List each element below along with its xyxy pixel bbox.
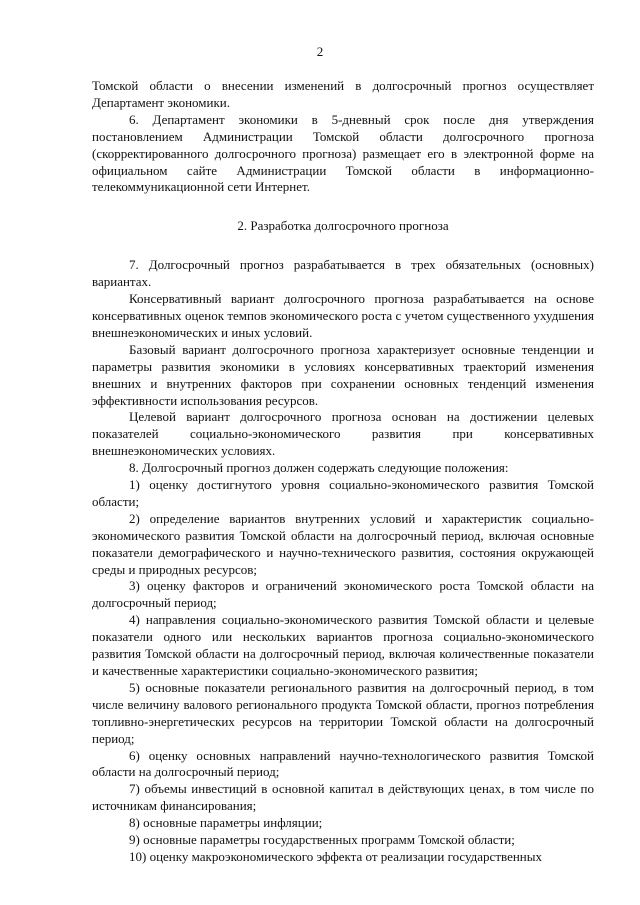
page-number: 2: [316, 44, 324, 59]
paragraph-conservative-variant: Консервативный вариант долгосрочного прогноза разрабатывается на основе консервативных оценок темпов экономического роста с учетом существенного ухудшения внешнеэкономических и иных условий.: [92, 291, 594, 340]
paragraph-continuation: Томской области о внесении изменений в долгосрочный прогноз осуществляет Департамент экономики.: [92, 78, 594, 110]
paragraph-target-variant: Целевой вариант долгосрочного прогноза основан на достижении целевых показателей социально-экономического развития при консервативных внешнеэкономических условиях.: [92, 409, 594, 459]
list-item-2: 2) определение вариантов внутренних условий и характеристик социально-экономического развития Томской области на долгосрочный период, включая основные показатели демографического и научно-технического развития, состояния окружающей среды и природных ресурсов;: [92, 510, 594, 577]
list-item-1: 1) оценку достигнутого уровня социально-экономического развития Томской области;: [92, 477, 594, 509]
paragraph-base-variant: Базовый вариант долгосрочного прогноза характеризует основные тенденции и параметры развития экономики в условиях консервативных траекторий изменения внешних и внутренних факторов при сохранении основных тенденций изменения эффективности использования ресурсов.: [92, 341, 594, 408]
paragraph-item-6: 6. Департамент экономики в 5-дневный срок после дня утверждения постановлением Администрации Томской области долгосрочного прогноза (скорректированного долгосрочного прогноза) размещает его в электронной форме на официальном сайте Администрации Томской области в информационно-телекоммуникационной сети Интернет.: [92, 111, 594, 195]
list-item-10: 10) оценку макроэкономического эффекта от реализации государственных: [129, 848, 542, 864]
section-heading: 2. Разработка долгосрочного прогноза: [237, 218, 449, 234]
list-item-4: 4) направления социально-экономического развития Томской области и целевые показатели одного или нескольких вариантов прогноза социально-экономического развития Томской области на долгосрочный период, включая количественные показатели и качественные характеристики социально-экономического развития;: [92, 612, 594, 678]
list-item-9: 9) основные параметры государственных программ Томской области;: [129, 832, 515, 848]
paragraph-item-8: 8. Долгосрочный прогноз должен содержать следующие положения:: [129, 460, 509, 476]
list-item-3: 3) оценку факторов и ограничений экономического роста Томской области на долгосрочный период;: [92, 578, 594, 611]
document-body: [92, 78, 594, 866]
paragraph-item-7: 7. Долгосрочный прогноз разрабатывается в трех обязательных (основных) вариантах.: [92, 257, 594, 290]
list-item-8: 8) основные параметры инфляции;: [129, 815, 323, 831]
list-item-5: 5) основные показатели регионального развития на долгосрочный период, в том числе величину валового регионального продукта Томской области, прогноз потребления топливно-энергетических ресурсов на территории Томской области на долгосрочный период;: [92, 679, 594, 746]
list-item-7: 7) объемы инвестиций в основной капитал в действующих ценах, в том числе по источникам финансирования;: [92, 781, 594, 814]
list-item-6: 6) оценку основных направлений научно-технологического развития Томской области на долгосрочный период;: [92, 747, 594, 780]
